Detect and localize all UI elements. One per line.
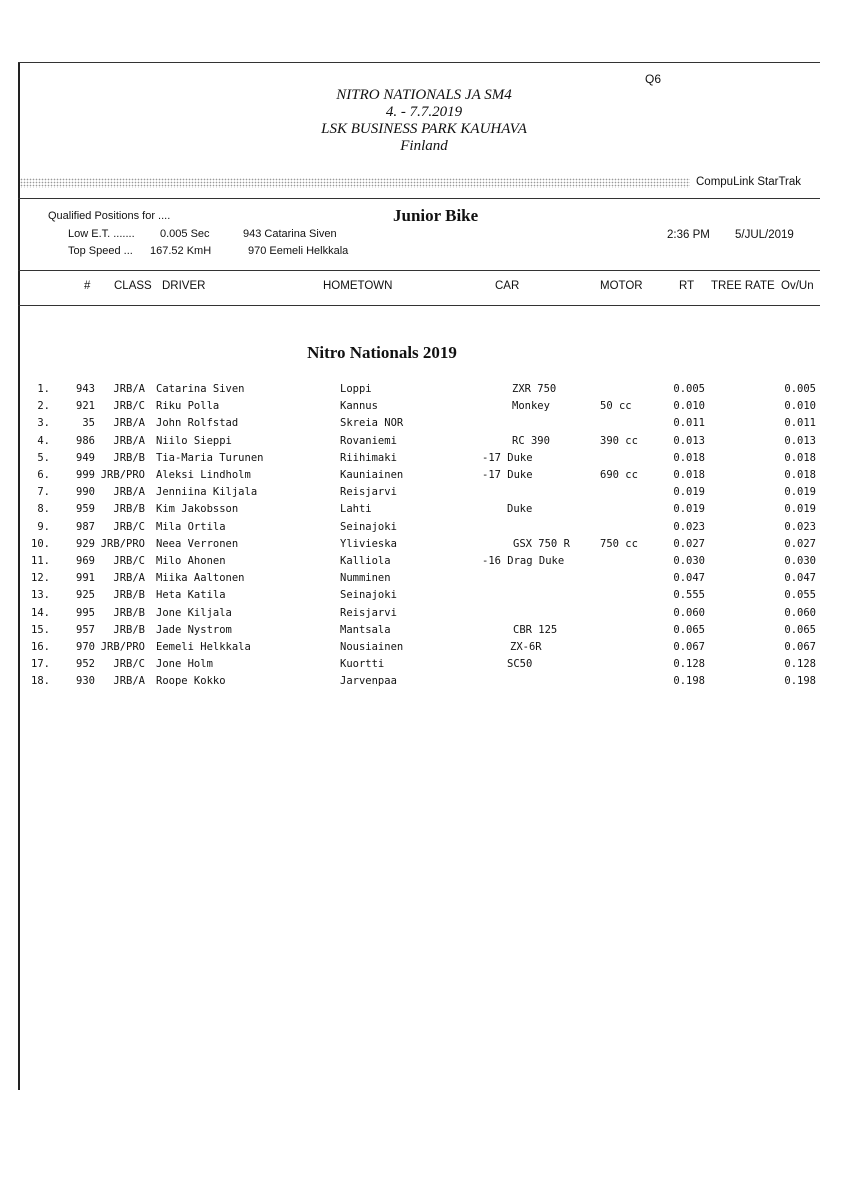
table-row xyxy=(0,605,848,622)
cell-position: 7. xyxy=(37,486,50,499)
cell-class: JRB/B xyxy=(113,606,145,619)
dotted-band xyxy=(20,178,690,188)
cell-driver: Jade Nystrom xyxy=(156,623,232,636)
cell-ovun: 0.010 xyxy=(784,400,816,413)
cell-rt: 0.023 xyxy=(673,520,705,533)
cell-driver: Jenniina Kiljala xyxy=(156,486,258,499)
cell-rt: 0.065 xyxy=(673,623,705,636)
cell-position: 8. xyxy=(37,503,50,516)
cell-hometown: Rovaniemi xyxy=(340,434,397,447)
cell-rt: 0.198 xyxy=(673,675,705,688)
cell-motor: 750 cc xyxy=(600,537,638,550)
cell-car: ZX-6R xyxy=(510,641,542,653)
cell-position: 17. xyxy=(31,658,50,671)
cell-number: 987 xyxy=(76,520,95,533)
table-row xyxy=(0,519,848,536)
cell-number: 35 xyxy=(82,417,95,430)
class-title: Junior Bike xyxy=(393,206,479,225)
cell-hometown: Reisjarvi xyxy=(340,606,397,619)
cell-ovun: 0.128 xyxy=(784,658,816,671)
cell-position: 14. xyxy=(31,606,50,619)
table-row xyxy=(0,570,848,587)
col-tree-rate: TREE RATE xyxy=(711,280,775,292)
cell-number: 925 xyxy=(76,589,95,602)
cell-ovun: 0.047 xyxy=(784,572,816,585)
table-row xyxy=(0,656,848,673)
cell-driver: John Rolfstad xyxy=(156,417,239,430)
cell-class: JRB/PRO xyxy=(100,641,145,653)
cell-motor: 50 cc xyxy=(600,400,632,413)
cell-class: JRB/B xyxy=(113,451,145,464)
cell-car: GSX 750 R xyxy=(513,537,570,550)
cell-position: 4. xyxy=(37,434,50,447)
low-et-value: 0.005 Sec xyxy=(160,228,210,240)
system-name: CompuLink StarTrak xyxy=(696,176,802,188)
cell-number: 929 xyxy=(76,537,95,550)
cell-hometown: Kuortti xyxy=(340,658,385,671)
cell-driver: Milo Ahonen xyxy=(156,555,226,567)
cell-rt: 0.013 xyxy=(673,434,705,447)
divider-line-3 xyxy=(18,305,820,306)
cell-driver: Riku Polla xyxy=(156,400,220,413)
cell-ovun: 0.198 xyxy=(784,675,816,688)
cell-motor: 390 cc xyxy=(600,434,638,447)
cell-class: JRB/A xyxy=(113,572,145,585)
cell-ovun: 0.065 xyxy=(784,623,816,636)
cell-ovun: 0.055 xyxy=(784,589,816,602)
cell-rt: 0.005 xyxy=(673,383,705,395)
cell-class: JRB/B xyxy=(113,589,145,602)
cell-position: 9. xyxy=(37,520,50,533)
cell-number: 921 xyxy=(76,400,95,413)
col-num: # xyxy=(84,280,91,292)
cell-driver: Neea Verronen xyxy=(156,537,239,550)
divider-line-2 xyxy=(18,270,820,271)
top-speed-driver: 970 Eemeli Helkkala xyxy=(248,245,349,257)
cell-position: 12. xyxy=(31,572,50,585)
cell-car: -17 Duke xyxy=(482,469,533,481)
cell-driver: Niilo Sieppi xyxy=(156,434,232,447)
cell-ovun: 0.011 xyxy=(784,417,816,430)
col-ovun: Ov/Un xyxy=(781,280,814,292)
col-driver: DRIVER xyxy=(162,280,206,292)
cell-car: -16 Drag Duke xyxy=(482,555,565,567)
cell-driver: Aleksi Lindholm xyxy=(156,469,251,481)
cell-car: Duke xyxy=(507,503,533,516)
table-row xyxy=(0,484,848,501)
cell-hometown: Kauniainen xyxy=(340,469,404,481)
cell-number: 995 xyxy=(76,606,95,619)
cell-position: 3. xyxy=(37,417,50,430)
cell-hometown: Ylivieska xyxy=(340,537,397,550)
table-row xyxy=(0,501,848,518)
cell-car: SC50 xyxy=(507,658,533,671)
cell-hometown: Kannus xyxy=(340,400,378,413)
top-speed-label: Top Speed ... xyxy=(68,245,133,257)
cell-hometown: Numminen xyxy=(340,572,391,585)
cell-position: 2. xyxy=(37,400,50,413)
low-et-label: Low E.T. ....... xyxy=(68,228,135,240)
cell-ovun: 0.018 xyxy=(784,451,816,464)
cell-hometown: Nousiainen xyxy=(340,641,404,653)
cell-number: 957 xyxy=(76,623,95,636)
table-row xyxy=(0,450,848,467)
cell-driver: Kim Jakobsson xyxy=(156,503,239,516)
cell-position: 13. xyxy=(31,589,50,602)
divider-line-1 xyxy=(18,198,820,199)
cell-class: JRB/A xyxy=(113,383,145,395)
cell-hometown: Reisjarvi xyxy=(340,486,397,499)
cell-ovun: 0.019 xyxy=(784,503,816,516)
cell-driver: Jone Holm xyxy=(156,658,213,671)
cell-hometown: Loppi xyxy=(340,383,372,395)
cell-position: 18. xyxy=(31,675,50,688)
cell-hometown: Seinajoki xyxy=(340,520,397,533)
cell-position: 5. xyxy=(37,451,50,464)
cell-number: 949 xyxy=(76,451,95,464)
report-time: 2:36 PM xyxy=(667,229,710,241)
cell-number: 943 xyxy=(76,383,95,395)
cell-position: 11. xyxy=(31,555,50,567)
cell-class: JRB/C xyxy=(113,400,145,413)
top-speed-value: 167.52 KmH xyxy=(150,245,212,257)
section-title: Nitro Nationals 2019 xyxy=(307,343,457,362)
cell-driver: Jone Kiljala xyxy=(156,606,232,619)
cell-rt: 0.060 xyxy=(673,606,705,619)
table-row xyxy=(0,639,848,656)
cell-car: ZXR 750 xyxy=(512,383,557,395)
cell-position: 10. xyxy=(31,537,50,550)
table-row xyxy=(0,433,848,450)
cell-number: 930 xyxy=(76,675,95,688)
cell-class: JRB/A xyxy=(113,417,145,430)
low-et-driver: 943 Catarina Siven xyxy=(243,228,337,240)
cell-rt: 0.555 xyxy=(673,589,705,602)
event-venue: LSK BUSINESS PARK KAUHAVA xyxy=(321,121,527,137)
cell-rt: 0.018 xyxy=(673,469,705,481)
table-row xyxy=(0,398,848,415)
cell-rt: 0.030 xyxy=(673,555,705,567)
cell-number: 969 xyxy=(76,555,95,567)
cell-hometown: Mantsala xyxy=(340,623,391,636)
table-row xyxy=(0,673,848,690)
cell-rt: 0.010 xyxy=(673,400,705,413)
table-row xyxy=(0,553,848,570)
cell-hometown: Seinajoki xyxy=(340,589,397,602)
col-rt: RT xyxy=(679,280,695,292)
cell-car: RC 390 xyxy=(512,434,550,447)
cell-number: 990 xyxy=(76,486,95,499)
cell-number: 952 xyxy=(76,658,95,671)
table-row xyxy=(0,467,848,484)
cell-ovun: 0.019 xyxy=(784,486,816,499)
cell-class: JRB/B xyxy=(113,503,145,516)
cell-position: 16. xyxy=(31,641,50,653)
cell-rt: 0.047 xyxy=(673,572,705,585)
cell-class: JRB/C xyxy=(113,520,145,533)
event-dates: 4. - 7.7.2019 xyxy=(385,104,463,120)
cell-hometown: Lahti xyxy=(340,503,372,516)
cell-hometown: Kalliola xyxy=(340,555,391,567)
cell-class: JRB/C xyxy=(113,555,145,567)
cell-driver: Catarina Siven xyxy=(156,383,245,395)
cell-class: JRB/C xyxy=(113,658,145,671)
table-row xyxy=(0,381,848,398)
col-class: CLASS xyxy=(114,280,152,292)
cell-ovun: 0.067 xyxy=(784,641,816,653)
cell-hometown: Skreia NOR xyxy=(340,417,404,430)
cell-ovun: 0.027 xyxy=(784,537,816,550)
cell-ovun: 0.018 xyxy=(784,469,816,481)
cell-class: JRB/PRO xyxy=(100,537,145,550)
cell-number: 959 xyxy=(76,503,95,516)
table-row xyxy=(0,622,848,639)
event-country: Finland xyxy=(400,138,448,154)
cell-position: 1. xyxy=(37,383,50,395)
cell-driver: Tia-Maria Turunen xyxy=(156,451,264,464)
cell-motor: 690 cc xyxy=(600,469,638,481)
cell-hometown: Jarvenpaa xyxy=(340,675,397,688)
cell-driver: Mila Ortila xyxy=(156,520,226,533)
col-car: CAR xyxy=(495,280,520,292)
cell-ovun: 0.030 xyxy=(784,555,816,567)
cell-rt: 0.027 xyxy=(673,537,705,550)
cell-car: -17 Duke xyxy=(482,451,533,464)
cell-position: 6. xyxy=(37,469,50,481)
page-code: Q6 xyxy=(645,72,662,86)
cell-ovun: 0.013 xyxy=(784,434,816,447)
cell-class: JRB/B xyxy=(113,623,145,636)
table-row xyxy=(0,415,848,432)
col-hometown: HOMETOWN xyxy=(323,280,393,292)
cell-ovun: 0.060 xyxy=(784,606,816,619)
cell-rt: 0.019 xyxy=(673,503,705,516)
cell-ovun: 0.023 xyxy=(784,520,816,533)
event-title: NITRO NATIONALS JA SM4 xyxy=(336,87,512,103)
cell-class: JRB/A xyxy=(113,486,145,499)
cell-number: 986 xyxy=(76,434,95,447)
cell-class: JRB/A xyxy=(113,434,145,447)
report-date: 5/JUL/2019 xyxy=(735,229,794,241)
cell-rt: 0.018 xyxy=(673,451,705,464)
cell-driver: Eemeli Helkkala xyxy=(156,641,251,653)
cell-car: CBR 125 xyxy=(513,623,558,636)
cell-car: Monkey xyxy=(512,400,550,413)
cell-rt: 0.011 xyxy=(673,417,705,430)
cell-rt: 0.019 xyxy=(673,486,705,499)
cell-ovun: 0.005 xyxy=(784,383,816,395)
cell-rt: 0.067 xyxy=(673,641,705,653)
top-border-line xyxy=(18,62,820,63)
cell-hometown: Riihimaki xyxy=(340,451,397,464)
table-row xyxy=(0,587,848,604)
cell-driver: Miika Aaltonen xyxy=(156,572,245,585)
cell-number: 999 xyxy=(76,469,95,481)
cell-number: 970 xyxy=(76,641,95,653)
qualified-label: Qualified Positions for .... xyxy=(48,210,171,222)
cell-number: 991 xyxy=(76,572,95,585)
cell-driver: Heta Katila xyxy=(156,589,226,602)
cell-class: JRB/PRO xyxy=(100,469,145,481)
cell-class: JRB/A xyxy=(113,675,145,688)
cell-rt: 0.128 xyxy=(673,658,705,671)
cell-position: 15. xyxy=(31,623,50,636)
table-row xyxy=(0,536,848,553)
col-motor: MOTOR xyxy=(600,280,643,292)
cell-driver: Roope Kokko xyxy=(156,675,226,688)
